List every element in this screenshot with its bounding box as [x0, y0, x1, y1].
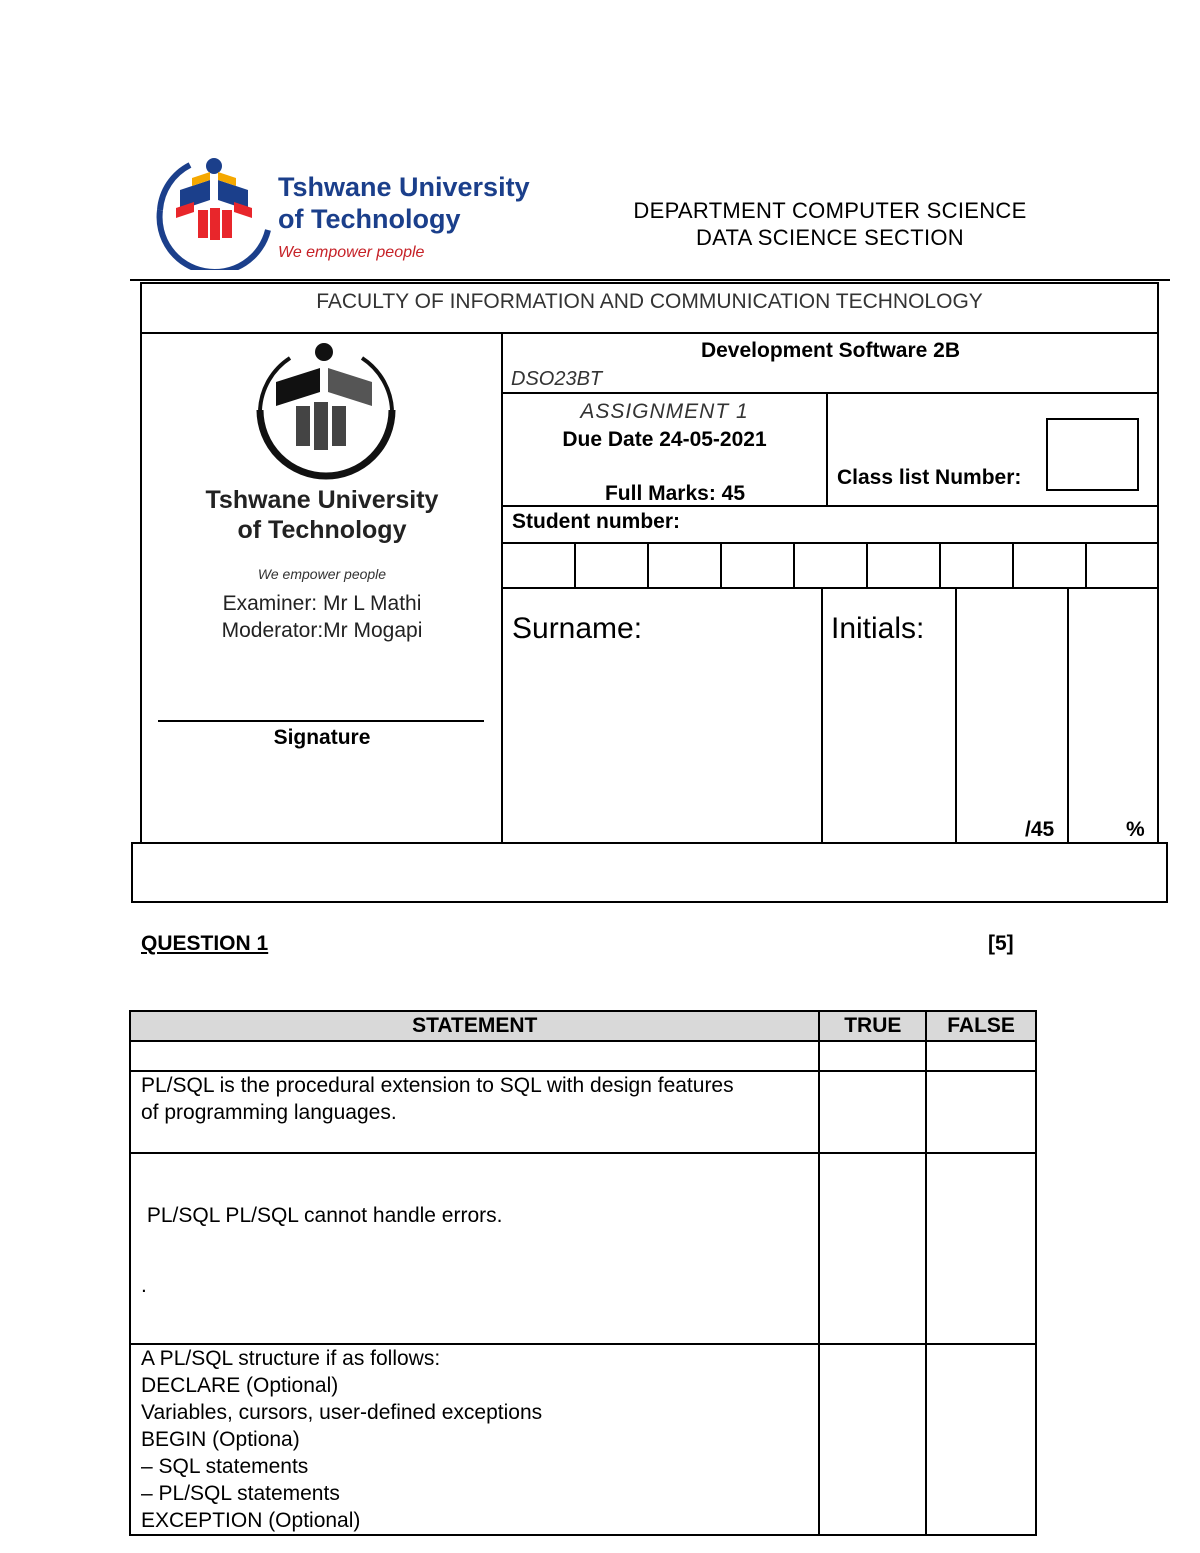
surname-divider	[821, 587, 823, 844]
false-cell[interactable]	[926, 1041, 1036, 1071]
true-cell[interactable]	[819, 1344, 926, 1535]
student-number-cell-divider	[939, 542, 941, 588]
true-false-table	[129, 1010, 1037, 1536]
student-number-cell-divider	[1085, 542, 1087, 588]
statement-cell	[130, 1344, 819, 1535]
faculty-name: FACULTY OF INFORMATION AND COMMUNICATION TECHNOLOGY	[316, 290, 983, 313]
student-number-label: Student number:	[512, 510, 680, 533]
assignment-title: ASSIGNMENT 1	[580, 400, 749, 423]
comment-box[interactable]	[131, 842, 1168, 903]
signature-label: Signature	[273, 726, 371, 749]
question-title: QUESTION 1	[141, 932, 269, 955]
surname-label: Surname:	[512, 612, 643, 645]
true-cell[interactable]	[819, 1153, 926, 1344]
table-row	[130, 1041, 1036, 1071]
student-number-divider	[501, 542, 1159, 544]
section-name: DATA SCIENCE SECTION	[695, 225, 964, 250]
table-row	[130, 1153, 1036, 1344]
statement-text: of programming languages.	[141, 1101, 397, 1124]
logo-tagline: We empower people	[278, 244, 425, 261]
statement-text: DECLARE (Optional)	[141, 1374, 339, 1397]
false-cell[interactable]	[926, 1071, 1036, 1153]
student-number-cell-divider	[720, 542, 722, 588]
table-header-row	[130, 1011, 1036, 1041]
cover-logo	[230, 340, 430, 480]
statement-text: EXCEPTION (Optional)	[141, 1509, 361, 1532]
marks-divider	[1067, 587, 1069, 844]
initials-divider	[955, 587, 957, 844]
question-marks: [5]	[988, 932, 1014, 955]
true-cell[interactable]	[819, 1041, 926, 1071]
initials-label: Initials:	[831, 612, 925, 645]
false-cell[interactable]	[926, 1344, 1036, 1535]
false-cell[interactable]	[926, 1153, 1036, 1344]
student-number-cell-divider	[1012, 542, 1014, 588]
logo-name-line2: of Technology	[278, 204, 461, 234]
cover-logo-line1: Tshwane University	[205, 486, 439, 514]
cover-logo-tagline: We empower people	[257, 566, 387, 582]
table-row	[130, 1344, 1036, 1535]
faculty-divider	[140, 332, 1159, 334]
percent-label: %	[1126, 818, 1145, 841]
statement-text: BEGIN (Optiona)	[141, 1428, 300, 1451]
full-marks: Full Marks: 45	[604, 482, 746, 505]
subject-divider	[501, 392, 1159, 394]
class-list-number-box[interactable]	[1046, 418, 1139, 491]
assignment-bottom-divider	[501, 505, 1159, 507]
cover-logo-line2: of Technology	[237, 516, 407, 544]
department-name: DEPARTMENT COMPUTER SCIENCE	[633, 198, 1027, 223]
student-number-cell-divider	[647, 542, 649, 588]
logo-name-line1: Tshwane University	[278, 172, 530, 202]
true-cell[interactable]	[819, 1071, 926, 1153]
statement-text: A PL/SQL structure if as follows:	[141, 1347, 441, 1370]
student-number-cell-divider	[793, 542, 795, 588]
statement-cell	[130, 1153, 819, 1344]
statement-cell	[130, 1041, 819, 1071]
examiner: Examiner: Mr L Mathi	[222, 592, 422, 615]
student-number-cell-divider	[866, 542, 868, 588]
header-statement: STATEMENT	[130, 1011, 819, 1041]
university-logo	[150, 150, 540, 270]
statement-text: PL/SQL PL/SQL cannot handle errors.	[141, 1204, 503, 1227]
header-true: TRUE	[819, 1011, 926, 1041]
statement-text: PL/SQL is the procedural extension to SQL with design features	[141, 1074, 734, 1097]
table-row	[130, 1071, 1036, 1153]
subject-code: DSO23BT	[511, 368, 603, 390]
student-number-cell-divider	[574, 542, 576, 588]
moderator: Moderator:Mr Mogapi	[221, 619, 423, 642]
statement-cell	[130, 1071, 819, 1153]
subject-name: Development Software 2B	[700, 339, 961, 362]
statement-text: Variables, cursors, user-defined exceptions	[141, 1401, 543, 1424]
mark-out-of: /45	[1025, 818, 1055, 841]
signature-line	[158, 720, 484, 722]
header-rule	[130, 279, 1170, 281]
header-false: FALSE	[926, 1011, 1036, 1041]
statement-text: – PL/SQL statements	[141, 1482, 340, 1505]
due-date: Due Date 24-05-2021	[562, 428, 767, 451]
cover-emblem-icon	[230, 340, 430, 480]
statement-text: .	[141, 1274, 147, 1297]
statement-text: – SQL statements	[141, 1455, 309, 1478]
student-number-cells-bottom	[501, 587, 1159, 589]
class-list-label: Class list Number:	[837, 466, 1022, 489]
